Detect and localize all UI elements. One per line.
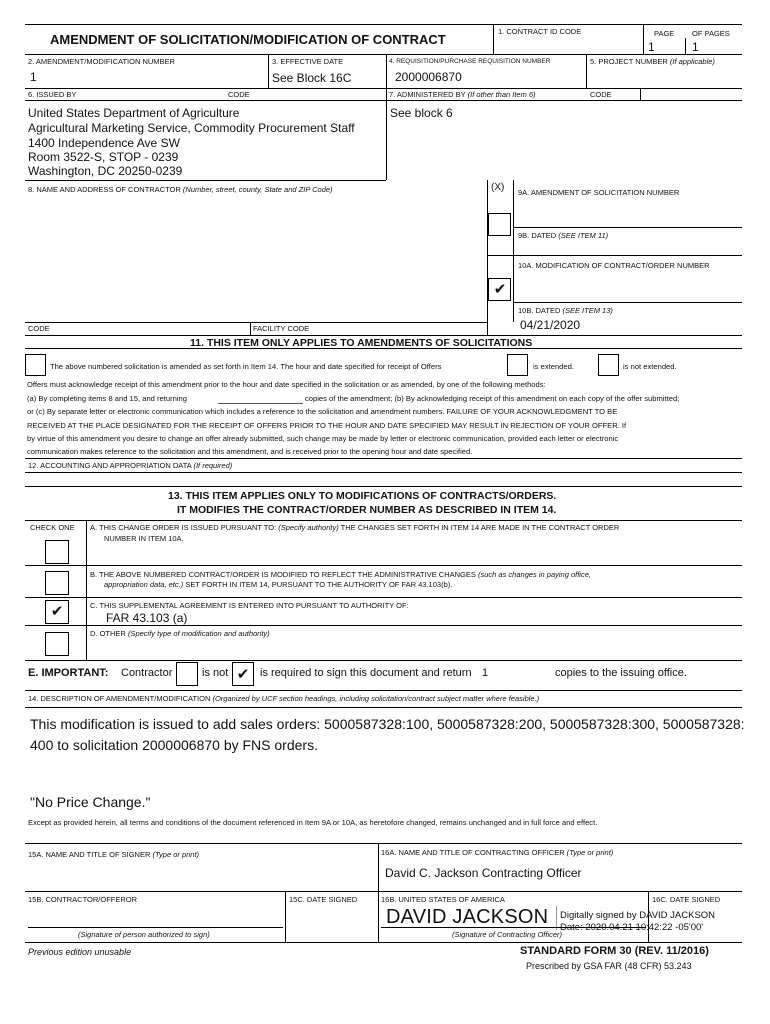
check-one-label: CHECK ONE	[30, 523, 75, 532]
item11-line5: RECEIVED AT THE PLACE DESIGNATED FOR THE RECEIPT OF OFFERS PRIOR TO THE HOUR AND DATE SPECIFIED MAY RESULT IN REJECTION OF YOUR OFFER. If	[27, 421, 627, 430]
item13-title-1: 13. THIS ITEM APPLIES ONLY TO MODIFICATIONS OF CONTRACTS/ORDERS.	[168, 490, 557, 502]
block10b-label-text: 10B. DATED	[518, 306, 561, 315]
checkbox-is-not-extended[interactable]	[598, 354, 619, 376]
item13b-text-1: B. THE ABOVE NUMBERED CONTRACT/ORDER IS MODIFIED TO REFLECT THE ADMINISTRATIVE CHANGES	[90, 570, 476, 579]
address-line: 1400 Independence Ave SW	[28, 136, 180, 150]
checkbox-9b[interactable]	[488, 213, 511, 236]
item13b-text-line1	[90, 570, 591, 579]
item13d-text	[90, 629, 270, 638]
block10b-label-suffix: (SEE ITEM 13)	[562, 306, 613, 315]
of-pages-label: OF PAGES	[692, 29, 730, 38]
block9a-label: 9A. AMENDMENT OF SOLICITATION NUMBER	[518, 188, 680, 197]
contractor-code-label: CODE	[28, 324, 50, 333]
of-pages-number: 1	[692, 40, 699, 54]
address-line: United States Department of Agriculture	[28, 106, 240, 120]
block6-code-label: CODE	[228, 90, 250, 99]
block5-label-suffix: (If applicable)	[669, 57, 715, 66]
checkbox-13a[interactable]	[45, 540, 69, 564]
item13b-text-line2	[104, 580, 452, 589]
contractor-signature-caption	[78, 930, 210, 939]
item13a-text-1: A. THIS CHANGE ORDER IS ISSUED PURSUANT TO:	[90, 523, 277, 532]
block5-label	[590, 57, 715, 66]
block9b-label-text: 9B. DATED	[518, 231, 557, 240]
block16a-label-suffix: (Type or print)	[566, 848, 614, 857]
block2-label: 2. AMENDMENT/MODIFICATION NUMBER	[28, 57, 175, 66]
important-label: E. IMPORTANT:	[28, 667, 109, 679]
copies-count: 1	[482, 667, 489, 679]
requisition-number: 2000006870	[395, 70, 462, 84]
block7-label	[389, 90, 536, 99]
digital-signature-line-2: Date: 2020.04.21 10:42:22 -05'00'	[560, 922, 704, 933]
block16a-label	[381, 848, 613, 857]
item13a-text-2: THE CHANGES SET FORTH IN ITEM 14 ARE MADE IN THE CONTRACT ORDER	[340, 523, 620, 532]
item11-line1: The above numbered solicitation is amended as set forth in Item 14. The hour and date specified for receipt of Offers	[50, 362, 442, 371]
officer-signature-caption	[452, 930, 562, 939]
checkbox-is-required[interactable]	[232, 662, 254, 686]
item11-line7: communication makes reference to the solicitation and this amendment, and is received prior to the opening hour and date specified.	[27, 447, 473, 456]
block8-label	[28, 185, 333, 194]
item11-line3a: (a) By completing items 8 and 15, and returning	[27, 394, 187, 403]
item11-line2: Offers must acknowledge receipt of this amendment prior to the hour and date specified in the solicitation or as amended, by one of the following methods:	[27, 380, 546, 389]
contractor-signature-line	[28, 927, 283, 928]
x-mark-label: (X)	[491, 182, 505, 193]
block7-code-label: CODE	[590, 90, 612, 99]
checkbox-solicitation-amended[interactable]	[25, 354, 46, 376]
block15a-label	[28, 850, 199, 859]
is-not-extended-label: is not extended.	[623, 362, 677, 371]
item13a-text-3: NUMBER IN ITEM 10A.	[104, 534, 184, 543]
officer-signature-line	[381, 927, 646, 928]
previous-edition-text: Previous edition unusable	[28, 947, 132, 957]
block16b-label: 16B. UNITED STATES OF AMERICA	[381, 895, 505, 904]
form-title: AMENDMENT OF SOLICITATION/MODIFICATION OF CONTRACT	[50, 32, 446, 47]
copies-blank[interactable]	[218, 403, 303, 404]
block3-label: 3. EFFECTIVE DATE	[272, 57, 344, 66]
facility-code-label: FACILITY CODE	[253, 324, 310, 333]
required-text: is required to sign this document and return	[260, 667, 472, 679]
item11-line6: by virtue of this amendment you desire to change an offer already submitted, such change may be made by letter or electronic communication, provided each letter or electronic	[27, 434, 619, 443]
item13c-text: C. THIS SUPPLEMENTAL AGREEMENT IS ENTERED INTO PURSUANT TO AUTHORITY OF:	[90, 601, 409, 610]
amendment-number: 1	[30, 70, 37, 84]
block5-label-text: 5. PROJECT NUMBER	[590, 57, 668, 66]
item13-title-2: IT MODIFIES THE CONTRACT/ORDER NUMBER AS DESCRIBED IN ITEM 14.	[177, 504, 557, 516]
item12-label-suffix: (If required)	[193, 461, 233, 470]
item13b-text-italic1: (such as changes in paying office,	[478, 570, 591, 579]
price-note: "No Price Change."	[30, 794, 151, 810]
item13a-text-italic: (Specify authority)	[278, 523, 339, 532]
contractor-signature-caption-text: (Signature of person authorized to sign)	[78, 930, 210, 939]
block9b-label	[518, 231, 608, 240]
block15b-label: 15B. CONTRACTOR/OFFEROR	[28, 895, 138, 904]
item12-label	[28, 461, 232, 470]
address-line: Agricultural Marketing Service, Commodity Procurement Staff	[28, 121, 355, 135]
checkmark-icon: ✔	[50, 603, 64, 620]
item11-title: 11. THIS ITEM ONLY APPLIES TO AMENDMENTS OF SOLICITATIONS	[190, 337, 533, 349]
block10a-label: 10A. MODIFICATION OF CONTRACT/ORDER NUMBER	[518, 261, 710, 270]
page-number: 1	[648, 40, 655, 54]
block16c-label: 16C. DATE SIGNED	[652, 895, 721, 904]
dated-10b-value: 04/21/2020	[520, 318, 581, 332]
officer-signature: DAVID JACKSON	[386, 906, 549, 928]
previous-edition-note	[28, 947, 131, 957]
block7-label-suffix: (If other than Item 6)	[467, 90, 536, 99]
item13a-text	[90, 523, 619, 532]
block10b-label	[518, 306, 613, 315]
block15a-label-suffix: (Type or print)	[152, 850, 200, 859]
item13c-authority: FAR 43.103 (a)	[106, 611, 188, 625]
checkbox-13c[interactable]	[45, 600, 69, 624]
description-line-2: 400 to solicitation 2000006870 by FNS orders.	[30, 737, 318, 753]
item13b-text-2: SET FORTH IN ITEM 14, PURSUANT TO THE AUTHORITY OF FAR 43.103(b).	[185, 580, 453, 589]
item13d-text-italic: (Specify type of modification and authority)	[127, 629, 270, 638]
item13d-text-1: D. OTHER	[90, 629, 126, 638]
prescribed-by: Prescribed by GSA FAR (48 CFR) 53.243	[526, 961, 692, 971]
effective-date: See Block 16C	[272, 71, 352, 85]
checkbox-is-extended[interactable]	[507, 354, 528, 376]
is-extended-label: is extended.	[533, 362, 574, 371]
checkbox-is-not[interactable]	[176, 662, 198, 686]
block8-label-text: 8. NAME AND ADDRESS OF CONTRACTOR	[28, 185, 181, 194]
administered-by-value: See block 6	[390, 106, 453, 120]
block15a-label-text: 15A. NAME AND TITLE OF SIGNER	[28, 850, 151, 859]
checkmark-icon: ✔	[493, 281, 507, 298]
item14-label-suffix: (Organized by UCF section headings, including solicitation/contract subject matter where feasible.)	[212, 694, 540, 703]
block15c-label: 15C. DATE SIGNED	[289, 895, 358, 904]
digital-signature-line-1: Digitally signed by DAVID JACKSON	[560, 910, 716, 921]
contractor-label: Contractor	[121, 667, 173, 679]
contract-id-label: 1. CONTRACT ID CODE	[498, 27, 582, 36]
block4-label: 4. REQUISITION/PURCHASE REQUISITION NUMBER	[389, 58, 551, 65]
address-line: Room 3522-S, STOP - 0239	[28, 150, 179, 164]
standard-form-title: STANDARD FORM 30 (REV. 11/2016)	[520, 945, 709, 957]
is-not-label: is not	[202, 667, 229, 679]
page-label: PAGE	[654, 29, 675, 38]
except-text: Except as provided herein, all terms and conditions of the document referenced in Item 9A or 10A, as heretofore changed, remains unchanged and in full force and effect.	[28, 818, 598, 827]
block7-label-text: 7. ADMINISTERED BY	[389, 90, 466, 99]
block9b-label-suffix: (SEE ITEM 11)	[558, 231, 609, 240]
block16a-label-text: 16A. NAME AND TITLE OF CONTRACTING OFFICER	[381, 848, 565, 857]
checkmark-icon: ✔	[236, 666, 250, 683]
item14-label-text: 14. DESCRIPTION OF AMENDMENT/MODIFICATION	[28, 694, 211, 703]
item14-label	[28, 694, 539, 703]
checkbox-10a[interactable]	[488, 278, 511, 301]
description-line-1: This modification is issued to add sales orders: 5000587328:100, 5000587328:200, 5000587328:300, 5000587328:	[30, 716, 745, 732]
officer-signature-caption-text: (Signature of Contracting Officer)	[452, 930, 563, 939]
item13b-text-italic2: appropriation data, etc.)	[104, 580, 184, 589]
copies-text: copies to the issuing office.	[555, 667, 687, 679]
block8-label-suffix: (Number, street, county, State and ZIP Code)	[182, 185, 333, 194]
contracting-officer-name: David C. Jackson Contracting Officer	[385, 866, 582, 880]
address-line: Washington, DC 20250-0239	[28, 164, 183, 178]
checkbox-13b[interactable]	[45, 571, 69, 595]
item11-line4: or (c) By separate letter or electronic communication which includes a reference to the solicitation and amendment numbers. FAILURE OF YOUR ACKNOWLEDGMENT TO BE	[27, 407, 618, 416]
item12-label-text: 12. ACCOUNTING AND APPROPRIATION DATA	[28, 461, 192, 470]
block6-label: 6. ISSUED BY	[28, 90, 77, 99]
item11-line3b: copies of the amendment; (b) By acknowledging receipt of this amendment on each copy of the offer submitted;	[305, 394, 680, 403]
checkbox-13d[interactable]	[45, 632, 69, 656]
